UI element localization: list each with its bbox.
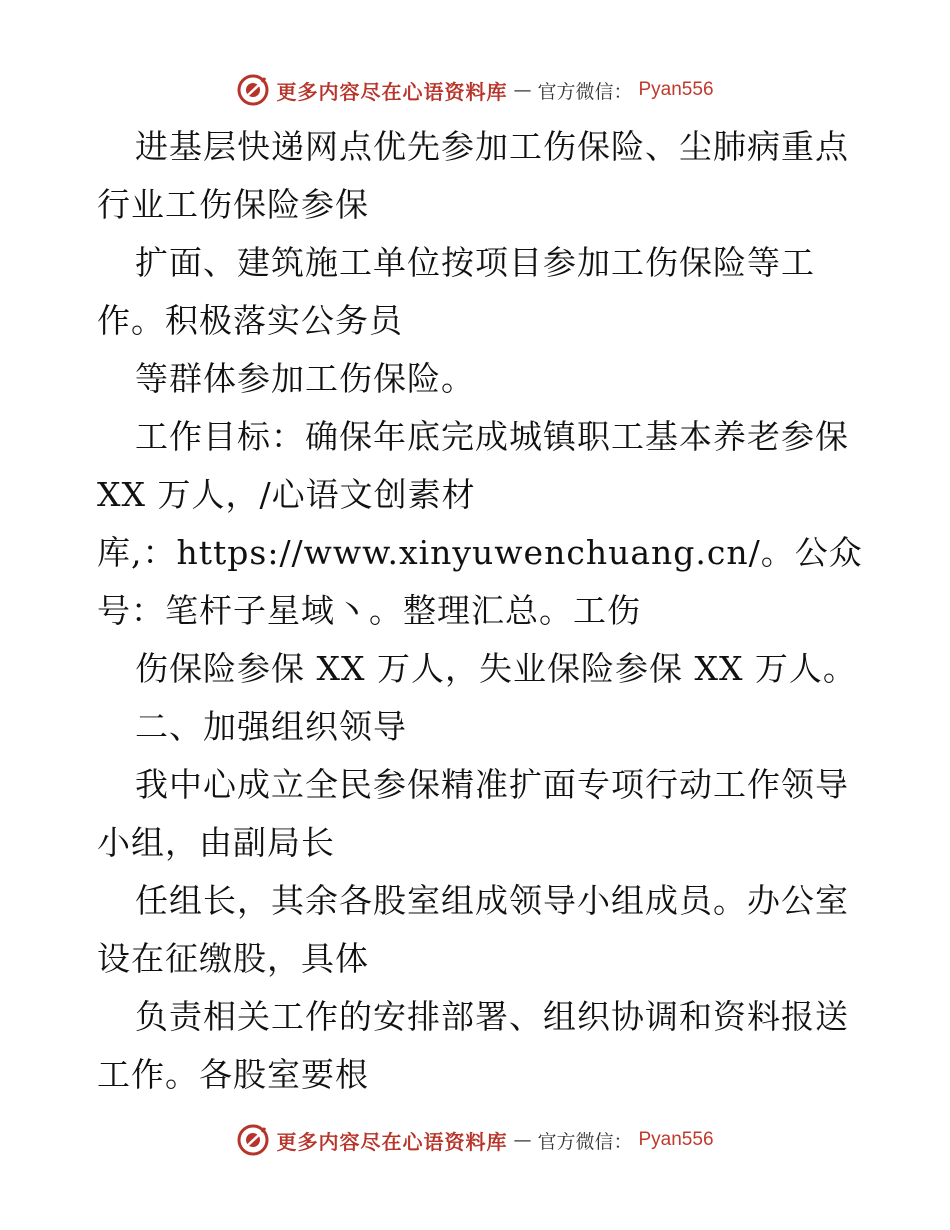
- banner-handle: Pyan556: [638, 1129, 714, 1150]
- text-line: 行业工伤保险参保: [97, 185, 369, 224]
- banner-handle: Pyan556: [638, 79, 714, 100]
- text-line: 扩面、建筑施工单位按项目参加工伤保险等工: [135, 243, 815, 282]
- banner-separator: —: [513, 1129, 532, 1151]
- banner-official-label: 官方微信：: [537, 80, 633, 103]
- text-line: 小组，由副局长: [97, 823, 335, 862]
- text-line: 设在征缴股，具体: [97, 939, 369, 978]
- text-line: XX 万人，/心语文创素材: [97, 475, 476, 514]
- text-line: 负责相关工作的安排部署、组织协调和资料报送: [135, 997, 849, 1036]
- section-heading: 二、加强组织领导: [135, 707, 407, 746]
- footer-banner: [0, 1120, 950, 1160]
- brand-logo-icon: [236, 73, 270, 107]
- text-line: 任组长，其余各股室组成领导小组成员。办公室: [135, 881, 849, 920]
- banner-brand-text: 更多内容尽在心语资料库: [276, 79, 508, 104]
- header-banner: [0, 70, 950, 110]
- text-line: 进基层快递网点优先参加工伤保险、尘肺病重点: [135, 127, 849, 166]
- banner-brand-text: 更多内容尽在心语资料库: [276, 1129, 508, 1154]
- text-line: 号：笔杆子星域丶。整理汇总。工伤: [97, 591, 641, 630]
- brand-logo-icon: [236, 1123, 270, 1157]
- banner-separator: —: [513, 79, 532, 101]
- text-line: 作。积极落实公务员: [97, 301, 403, 340]
- banner-official-label: 官方微信：: [537, 1130, 633, 1153]
- text-line: 工作目标：确保年底完成城镇职工基本养老参保: [135, 417, 849, 456]
- document-body: [97, 118, 867, 1104]
- text-line: 伤保险参保 XX 万人，失业保险参保 XX 万人。: [135, 649, 857, 688]
- text-line: 等群体参加工伤保险。: [135, 359, 475, 398]
- text-line: 我中心成立全民参保精准扩面专项行动工作领导: [135, 765, 849, 804]
- text-line: 工作。各股室要根: [97, 1055, 369, 1094]
- text-line: 库,：https://www.xinyuwenchuang.cn/。公众: [97, 533, 863, 572]
